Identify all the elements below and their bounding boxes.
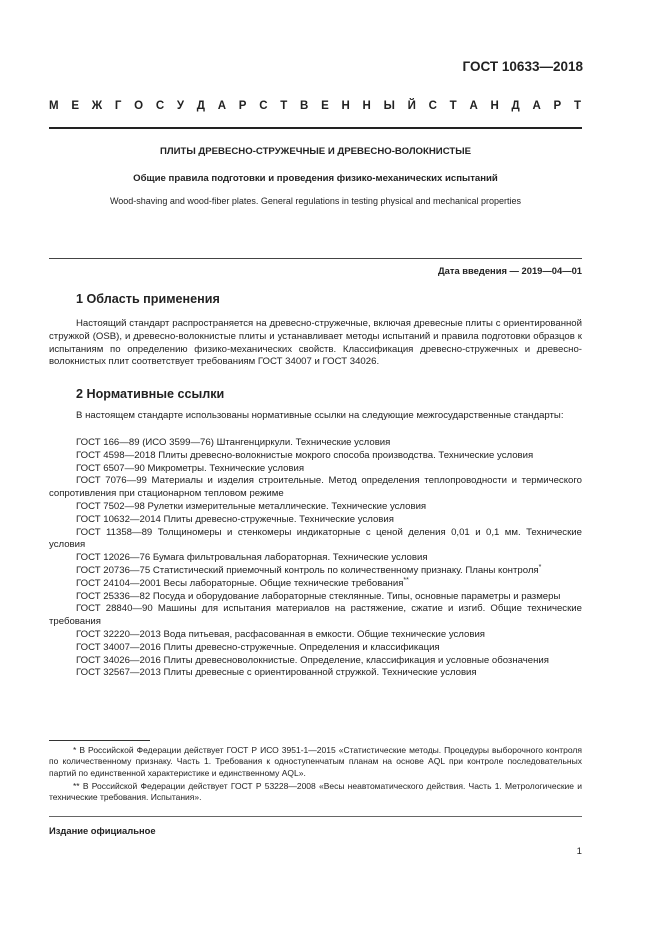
reference-item [49,475,582,501]
document-subtitle: Общие правила подготовки и проведения физико-механических испытаний [133,173,498,184]
reference-item [49,450,582,463]
footnotes [49,745,582,805]
reference-text: ГОСТ 34026—2016 Плиты древесноволокнистые. Определение, классификация и условные обозначения [76,654,549,666]
title-divider [49,258,582,259]
footer-divider [49,816,582,817]
reference-text: ГОСТ 6507—90 Микрометры. Технические условия [76,462,305,474]
reference-text: ГОСТ 32567—2013 Плиты древесные с ориентированной стружкой. Технические условия [76,667,477,679]
reference-text: ГОСТ 24104—2001 Весы лабораторные. Общие технические требования [76,577,404,589]
section-1-text [49,318,582,369]
reference-item [49,655,582,668]
reference-text: ГОСТ 7076—99 Материалы и изделия строительные. Метод определения теплопроводности и термического сопротивления при стационарном тепловом режиме [49,475,582,500]
section-1-paragraph: Настоящий стандарт распространяется на древесно-стружечные, включая древесные плиты с ориентированной стружкой (OSB), и древесно-волокнистые плиты и устанавливает методы испытаний и правила подготовки образцов к испытаниям по определению физико-механических свойств. Классификация древесно-стружечных и древесно-волокнистых плит соответствует требованиям ГОСТ 34007 и ГОСТ 34026. [49,318,582,368]
footnote-divider [49,740,150,741]
reference-text: ГОСТ 4598—2018 Плиты древесно-волокнистые мокрого способа производства. Технические условия [76,449,534,461]
reference-item [49,552,582,565]
standard-code: ГОСТ 10633—2018 [462,59,583,74]
reference-item [49,578,582,591]
section-1-heading: 1 Область применения [76,292,220,306]
page-number: 1 [576,846,582,857]
footnote: ** В Российской Федерации действует ГОСТ Р 53228—2008 «Весы неавтоматического действия. Часть 1. Метрологические и технические требования. Испытания». [49,780,582,803]
official-edition-label: Издание официальное [49,825,156,836]
reference-text: ГОСТ 10632—2014 Плиты древесно-стружечные. Технические условия [76,513,394,525]
reference-item [49,527,582,553]
reference-item [49,514,582,527]
reference-text: ГОСТ 32220—2013 Вода питьевая, расфасованная в емкости. Общие технические условия [76,628,485,640]
footnote-marker: * [538,563,542,571]
section-2-intro [49,410,582,423]
reference-text: ГОСТ 34007—2016 Плиты древесно-стружечные. Определения и классификация [76,641,440,653]
reference-item [49,591,582,604]
reference-text: ГОСТ 12026—76 Бумага фильтровальная лабораторная. Технические условия [76,552,428,564]
section-2-heading: 2 Нормативные ссылки [76,387,225,401]
reference-item [49,603,582,629]
reference-text: ГОСТ 7502—98 Рулетки измерительные металлические. Технические условия [76,500,427,512]
english-title: Wood-shaving and wood-fiber plates. General regulations in testing physical and mechanical properties [109,196,522,206]
reference-item [49,565,582,578]
reference-text: ГОСТ 11358—89 Толщиномеры и стенкомеры индикаторные с ценой деления 0,01 и 0,1 мм. Технические условия [49,526,582,551]
reference-item [49,642,582,655]
reference-text: ГОСТ 20736—75 Статистический приемочный контроль по количественному признаку. Планы контроля [76,564,539,576]
reference-text: ГОСТ 166—89 (ИСО 3599—76) Штангенциркули. Технические условия [76,437,391,448]
header-divider [49,127,582,129]
reference-item [49,667,582,680]
reference-text: ГОСТ 25336—82 Посуда и оборудование лабораторные стеклянные. Типы, основные параметры и размеры [76,590,561,602]
reference-item [49,437,582,450]
reference-item [49,629,582,642]
reference-item [49,501,582,514]
interstate-standard-heading: М Е Ж Г О С У Д А Р С Т В Е Н Н Ы Й С Т А Н Д А Р Т [49,100,582,112]
normative-references-list [49,437,582,680]
footnote-marker: ** [403,576,409,584]
reference-text: ГОСТ 28840—90 Машины для испытания материалов на растяжение, сжатие и изгиб. Общие технические требования [49,603,582,628]
introduction-date: Дата введения — 2019—04—01 [437,265,582,276]
section-2-intro-paragraph: В настоящем стандарте использованы нормативные ссылки на следующие межгосударственные стандарты: [76,410,564,421]
reference-item [49,463,582,476]
document-title: ПЛИТЫ ДРЕВЕСНО-СТРУЖЕЧНЫЕ И ДРЕВЕСНО-ВОЛОКНИСТЫЕ [159,146,472,157]
footnote: * В Российской Федерации действует ГОСТ Р ИСО 3951-1—2015 «Статистические методы. Процедуры выборочного контроля по количественному признаку. Часть 1. Требования к одноступенчатым планам на основе AQL при контроле последовательных партий по единственной характеристике и единственному AQL». [49,745,582,778]
